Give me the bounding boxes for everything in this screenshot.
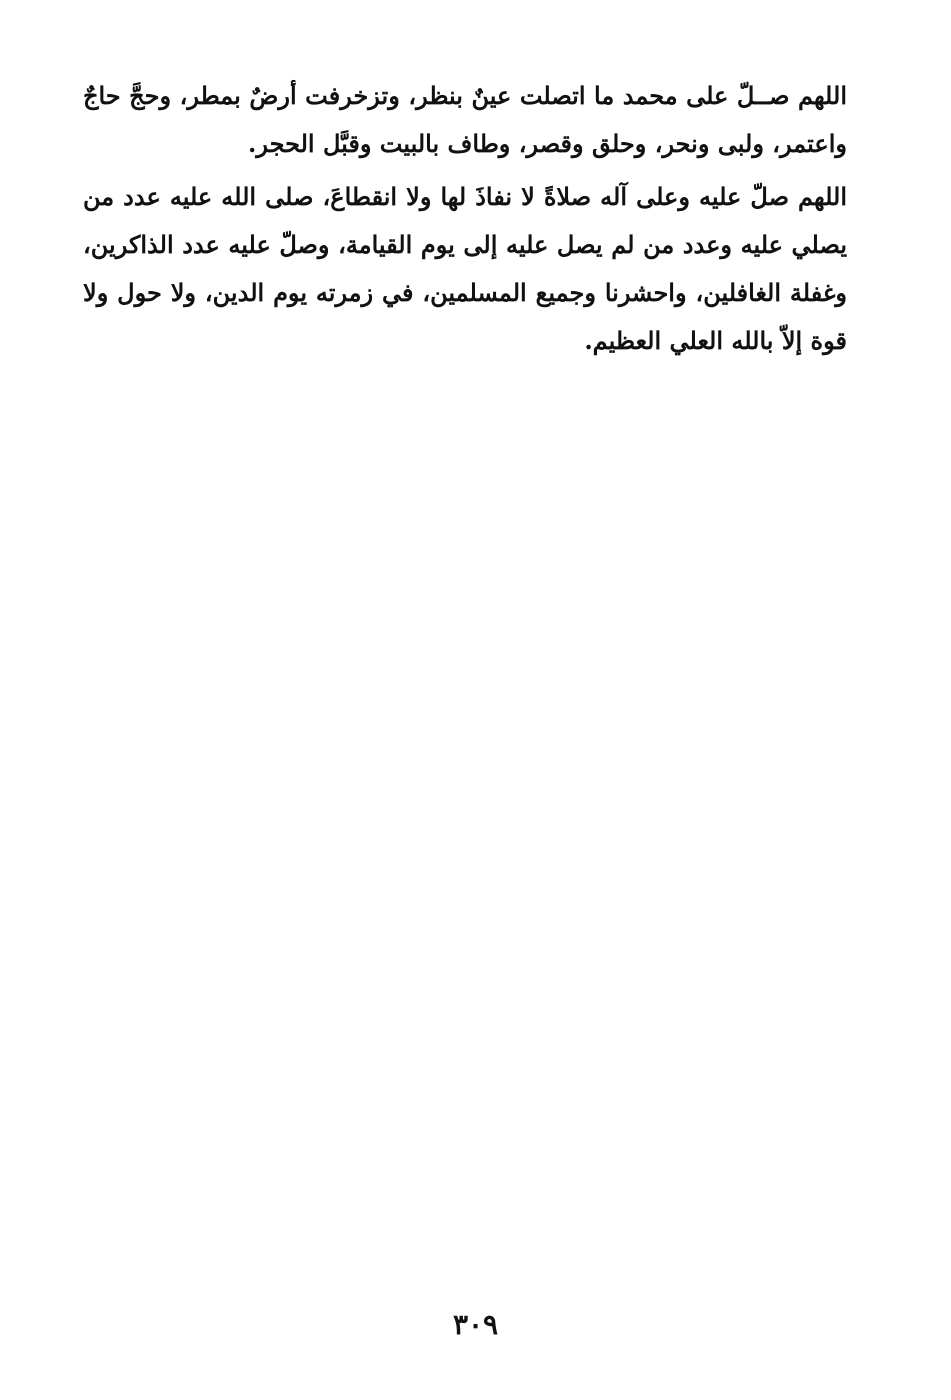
paragraph-2: اللهم صلّ عليه وعلى آله صلاةً لا نفاذَ لها ولا انقطاعَ، صلى الله عليه عدد من يصلي عليه وعدد من لم يصل عليه إلى يوم القيامة، وصلّ عليه عدد الذاكرين، وغفلة الغافلين، واحشرنا وجميع المسلمين، في زمرته يوم الدين، ولا حول ولا قوة إلاّ بالله العلي العظيم. [83, 182, 847, 355]
paragraph-1: اللهم صــلّ على محمد ما اتصلت عينٌ بنظر، وتزخرفت أرضٌ بمطر، وحجَّ حاجٌ واعتمر، ولبى ونحر، وحلق وقصر، وطاف بالبيت وقبَّل الحجر. [83, 81, 847, 158]
body-text [83, 72, 847, 365]
page-number: ٣٠٩ [452, 1308, 499, 1341]
